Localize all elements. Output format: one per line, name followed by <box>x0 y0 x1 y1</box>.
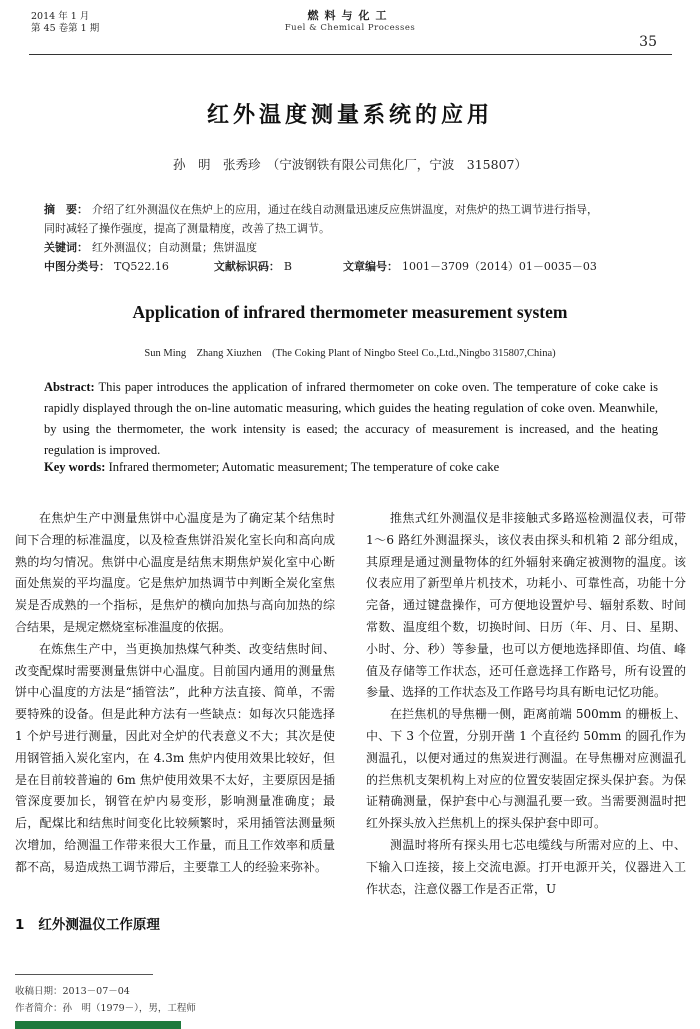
clc-label: 中图分类号： <box>44 260 110 273</box>
section-heading <box>15 913 160 933</box>
issue-date: 2014 年 1 月 <box>31 11 90 22</box>
keywords-en-text: Infrared thermometer; Automatic measurement; The temperature of coke cake <box>108 460 500 474</box>
abstract-cn-line1: 介绍了红外测温仪在焦炉上的应用，通过在线自动测量迅速反应焦饼温度，对焦炉的热工调节进行指导， <box>92 203 598 216</box>
authors-cn: 孙 明 张秀珍 （宁波钢铁有限公司焦化厂，宁波 315807） <box>173 157 527 172</box>
abstract-en <box>44 377 658 461</box>
article-no-value: 1001－3709（2014）01－0035－03 <box>401 260 597 273</box>
authors-en: Sun Ming Zhang Xiuzhen (The Coking Plant of Ningbo Steel Co.,Ltd.,Ningbo 315807,China) <box>144 348 556 359</box>
doc-code-label: 文献标识码： <box>213 260 280 273</box>
abstract-cn-line2: 同时减轻了操作强度，提高了测量精度，改善了热工调节。 <box>44 222 330 235</box>
paper-title-en: Application of infrared thermometer measurement system <box>132 302 568 322</box>
footer-color-bar <box>15 1021 181 1029</box>
clc-value: TQ522.16 <box>114 260 169 273</box>
keywords-cn-label: 关键词： <box>44 241 88 254</box>
footnote-divider <box>15 974 153 975</box>
header-divider <box>29 54 672 55</box>
doc-code-value: B <box>283 260 292 273</box>
abstract-en-label: Abstract: <box>44 380 95 394</box>
journal-header <box>0 9 700 34</box>
article-no-label: 文章编号： <box>342 260 398 273</box>
paper-title-cn: 红外温度测量系统的应用 <box>206 103 493 128</box>
body-right-paragraph: 在拦焦机的导焦栅一侧，距离前端 500mm 的栅板上、中、下 3 个位置，分别开凿 1 个直径约 50mm 的圆孔作为测温孔，以便对通过的焦炭进行测温。在导焦栅对应测温孔的拦焦机支架机构上对应的位置安装固定探头保护套。为保证精确测量，保护套中心与测温孔要一致。当需要测温时把红外探头放入拦焦机上的探头保护套中即可。 <box>366 707 686 831</box>
keywords-cn-text: 红外测温仪；自动测量；焦饼温度 <box>92 241 257 254</box>
keywords-en-label: Key words: <box>44 460 106 474</box>
issue-volume: 第 45 卷第 1 期 <box>31 23 100 34</box>
journal-name-cn: 燃料与化工 <box>307 9 393 22</box>
body-right-paragraph: 测温时将所有探头用七芯电缆线与所需对应的上、中、下输入口连接，接上交流电源。打开电源开关，仪器进入工作状态，注意仪器工作是否正常，U <box>366 837 686 896</box>
body-left-paragraph: 在焦炉生产中测量焦饼中心温度是为了确定某个结焦时间下合理的标准温度，以及检查焦饼沿炭化室长向和高向成熟的均匀情况。焦饼中心温度是结焦末期焦炉炭化室中心断面处焦炭的平均温度。它是焦炉加热调节中判断全炭化室焦炭是否成熟的一个指标，是焦炉的横向加热与高向加热的综合结果，是规定燃烧室标准温度的依据。 <box>15 511 335 634</box>
section-number: 1 <box>15 917 25 933</box>
journal-name-en: Fuel & Chemical Processes <box>284 23 416 33</box>
author-bio: 作者简介：孙 明（1979－），男，工程师 <box>15 1003 196 1014</box>
abstract-en-text: This paper introduces the application of infrared thermometer on coke oven. The temperature of coke cake is rapidly displayed through the on-line automatic measuring, which guides the heating regulation of coke oven. Meanwhile, by using the thermometer, the work intensity is eased; the accuracy of measurement is increased, and the heating regulation is improved. <box>44 380 659 457</box>
body-right-paragraph: 推焦式红外测温仪是非接触式多路巡检测温仪表，可带 1～6 路红外测温探头，该仪表由探头和机箱 2 部分组成，其原理是通过测量物体的红外辐射来确定被测物的温度。该仪表应用了新型单片机技术，功耗小、可靠性高，功能十分完备，通过键盘操作，可方便地设置炉号、辐射系数、时间常数、温度组个数，切换时间、日历（年、月、日、星期、小时、分、秒）等参量，也可以方便地选择即值、均值、峰值及存储等工作状态，还可任意选择工作路号，所有设置的参量、选择的工作状态及工作路号均具有断电记忆功能。 <box>366 511 686 700</box>
section-title: 红外测温仪工作原理 <box>38 917 160 933</box>
body-left-paragraph: 在炼焦生产中，当更换加热煤气种类、改变结焦时间、改变配煤时需要测量焦饼中心温度。目前国内通用的测量焦饼中心温度的方法是“插管法”，此种方法直接、简单，不需要特殊的设备。但是此种方法有一些缺点：如每次只能选择 1 个炉号进行测量，因此对全炉的代表意义不大；其次是使用钢管插入炭化室内，在 4.3m 焦炉内使用效果比较好，但是在目前较普遍的 6m 焦炉使用效果不太好，主要原因是插管深度要加长，钢管在炉内易变形，影响测量准确度；最后，配煤比和结焦时间变化比较频繁时，采用插管法测量频次增加，给测温工作带来很大工作量，而且工作效率和质量都不高，易造成热工调节滞后，主要靠工人的经验来弥补。 <box>15 641 335 874</box>
body-left-column <box>15 508 335 879</box>
abstract-cn <box>44 200 660 276</box>
abstract-cn-label: 摘 要： <box>44 203 88 216</box>
page-number: 35 <box>639 34 657 50</box>
keywords-en <box>44 460 658 475</box>
body-right-column <box>366 508 686 900</box>
classification-row <box>44 257 660 276</box>
received-date: 收稿日期：2013－07－04 <box>15 986 130 997</box>
